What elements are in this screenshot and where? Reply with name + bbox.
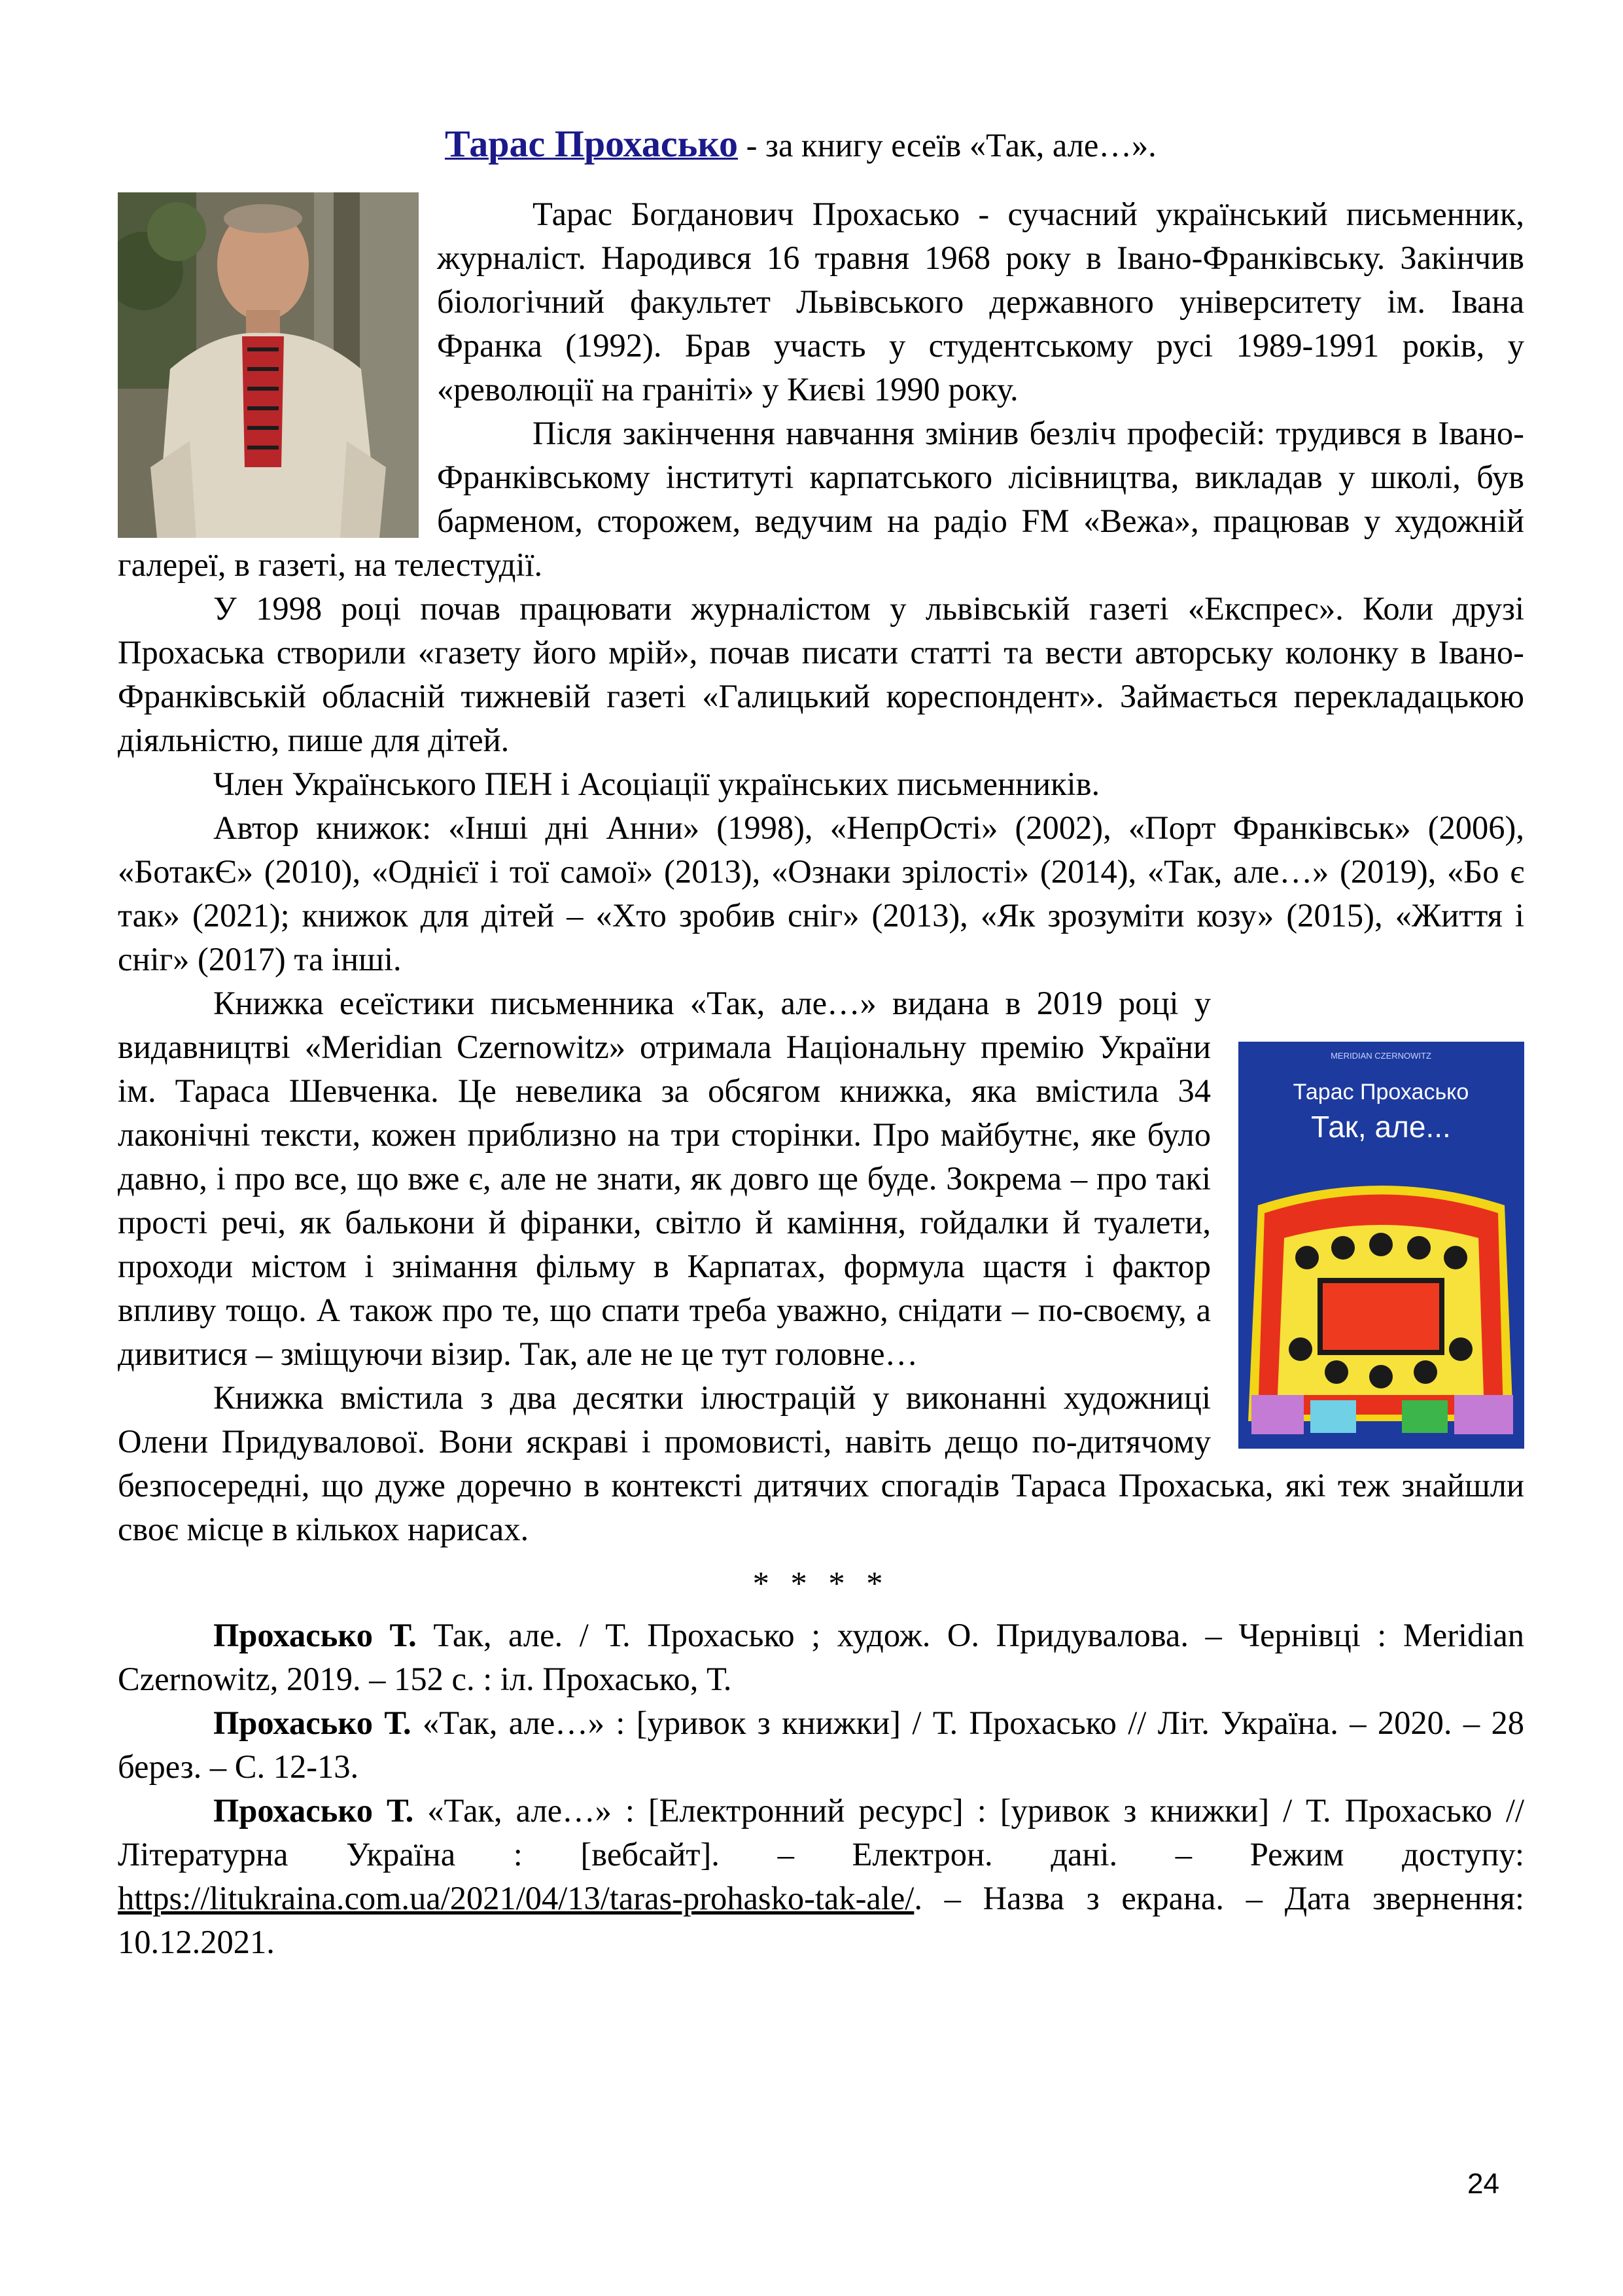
paragraph-7: Книжка вмістила з два десятки ілюстрацій у виконанні художниці Олени Придувалової. Вони яскраві і промовисті, навіть дещо по-дитячому безпосередні, що дуже доречно в контексті дитячих спогадів Тараса Прохаська, які теж знайшли своє місце в кількох нарисах. bbox=[118, 1379, 1524, 1547]
bibliography-entry bbox=[118, 1614, 1524, 1701]
paragraph-3: У 1998 році почав працювати журналістом у львівській газеті «Експрес». Коли друзі Прохаська створили «газету його мрій», почав писати статті та вести авторську колонку в Івано-Франківській обласній тижневій газеті «Галицький кореспондент». Займається перекладацькою діяльністю, пише для дітей. bbox=[118, 590, 1524, 758]
bib-author: Прохасько Т. bbox=[213, 1704, 411, 1741]
cover-title: Так, але... bbox=[1311, 1110, 1451, 1144]
page-number: 24 bbox=[1467, 2168, 1499, 2200]
author-link[interactable]: Тарас Прохасько bbox=[445, 122, 738, 165]
cover-author: Тарас Прохасько bbox=[1293, 1080, 1469, 1104]
article-heading bbox=[118, 118, 1524, 171]
bib-author: Прохасько Т. bbox=[213, 1792, 414, 1829]
bibliography-entry bbox=[118, 1701, 1524, 1789]
bib-url-link[interactable]: https://litukraina.com.ua/2021/04/13/taras-prohasko-tak-ale/ bbox=[118, 1880, 915, 1916]
bib-text-after: . – Назва з екрана. – Дата звернення: 10.12.2021. bbox=[118, 1880, 1524, 1960]
bib-author: Прохасько Т. bbox=[213, 1617, 417, 1653]
bibliography-entry bbox=[118, 1789, 1524, 1964]
bib-text: «Так, але…» : [уривок з книжки] / Т. Прохасько // Літ. Україна. – 2020. – 28 берез. – С. 12-13. bbox=[118, 1704, 1524, 1785]
paragraph-4: Член Українського ПЕН і Асоціації українських письменників. bbox=[213, 766, 1100, 802]
section-separator: * * * * bbox=[752, 1565, 890, 1602]
paragraph-6: Книжка есеїстики письменника «Так, але…» видана в 2019 році у видавництві «Meridian Czernowitz» отримала Національну премію України ім. Тараса Шевченка. Це невелика за обсягом книжка, яка вмістила 34 лаконічні тексти, кожен приблизно на три сторінки. Про майбутнє, яке було давно, і про все, що вже є, але не знати, як довго ще буде. Зокрема – про такі прості речі, як балькони й фіранки, світло й каміння, гойдалки й туалети, проходи містом і знімання фільму в Карпатах, формула щастя і фактор впливу тощо. А також про те, що спати треба уважно, снідати – по-своєму, а дивитися – зміщуючи візир. Так, але не це тут головне… bbox=[118, 985, 1211, 1372]
paragraph-2: Після закінчення навчання змінив безліч професій: трудився в Івано-Франківському інституті карпатського лісівництва, викладав у школі, був барменом, сторожем, ведучим на радіо FM «Вежа», працював у художній галереї, в газеті, на телестудії. bbox=[118, 415, 1524, 583]
paragraph-1: Тарас Богданович Прохасько - сучасний український письменник, журналіст. Народився 16 травня 1968 року в Івано-Франківську. Закінчив біологічний факультет Львівського державного університету ім. Івана Франка (1992). Брав участь у студентському русі 1989-1991 років, у «революції на граніті» у Києві 1990 року. bbox=[437, 196, 1524, 408]
article bbox=[118, 118, 1524, 1964]
author-photo-image bbox=[118, 192, 419, 538]
heading-subtitle: - за книгу есеїв «Так, але…». bbox=[737, 127, 1157, 164]
bib-text: «Так, але…» : [Електронний ресурс] : [уривок з книжки] / Т. Прохасько // Літературна Україна : [вебсайт]. – Електрон. дані. – Режим доступу: bbox=[118, 1792, 1524, 1873]
book-cover bbox=[1238, 1042, 1524, 1449]
bib-text: Так, але. / Т. Прохасько ; худож. О. Придувалова. – Чернівці : Meridian Czernowitz, 2019. – 152 с. : іл. Прохасько, Т. bbox=[118, 1617, 1524, 1697]
author-photo bbox=[118, 192, 419, 538]
book-cover-image bbox=[1238, 1042, 1524, 1449]
cover-publisher: MERIDIAN CZERNOWITZ bbox=[1331, 1051, 1431, 1061]
paragraph-5: Автор книжок: «Інші дні Анни» (1998), «НепрОсті» (2002), «Порт Франківськ» (2006), «БотакЄ» (2010), «Однієї і тої самої» (2013), «Ознаки зрілості» (2014), «Так, але…» (2019), «Бо є так» (2021); книжок для дітей – «Хто зробив сніг» (2013), «Як зрозуміти козу» (2015), «Життя і сніг» (2017) та інші. bbox=[118, 809, 1524, 978]
